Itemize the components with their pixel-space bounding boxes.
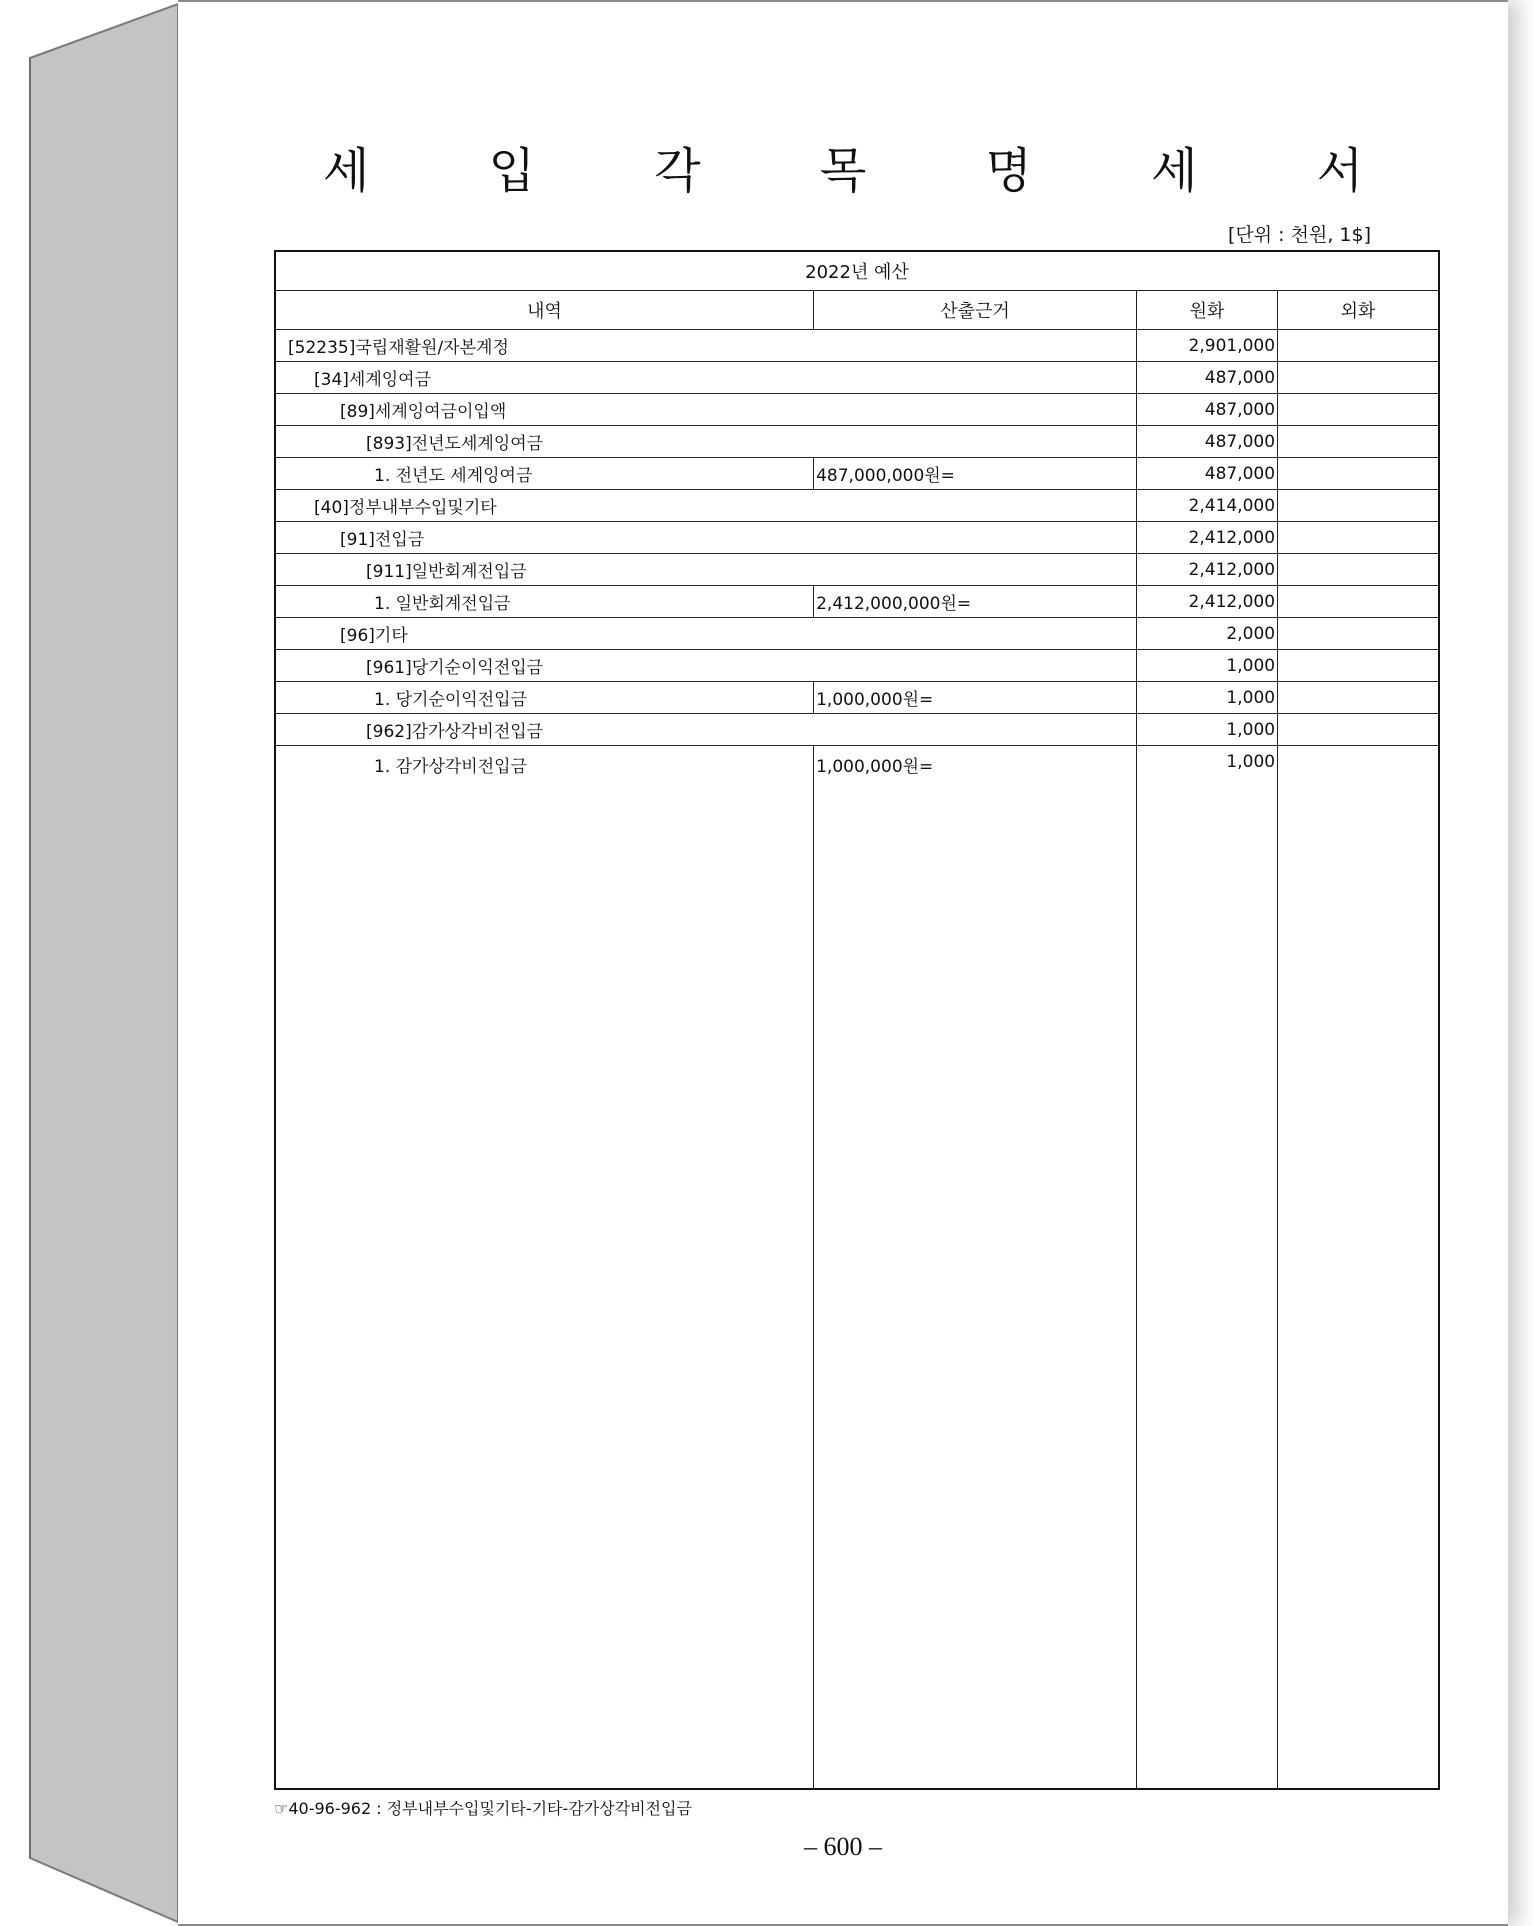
row-basis: 1,000,000원=	[814, 746, 1137, 1790]
row-item: 1. 전년도 세계잉여금	[275, 458, 814, 490]
row-item: [962]감가상각비전입금	[275, 714, 1136, 746]
table-row	[275, 586, 1439, 618]
table-row	[275, 618, 1439, 650]
column-header-item: 내역	[275, 291, 814, 330]
table-row	[275, 394, 1439, 426]
row-item: 1. 당기순이익전입금	[275, 682, 814, 714]
table-row	[275, 330, 1439, 362]
row-item: [40]정부내부수입및기타	[275, 490, 1136, 522]
row-fx	[1278, 394, 1439, 426]
table-row	[275, 554, 1439, 586]
row-basis: 1,000,000원=	[814, 682, 1137, 714]
row-item: [961]당기순이익전입금	[275, 650, 1136, 682]
column-header-fx: 외화	[1278, 291, 1439, 330]
row-krw: 2,414,000	[1136, 490, 1277, 522]
row-krw: 2,412,000	[1136, 522, 1277, 554]
column-header-basis: 산출근거	[814, 291, 1137, 330]
row-krw: 2,901,000	[1136, 330, 1277, 362]
row-item: 1. 일반회계전입금	[275, 586, 814, 618]
row-krw: 2,412,000	[1136, 554, 1277, 586]
table-row	[275, 490, 1439, 522]
row-fx	[1278, 746, 1439, 1790]
row-fx	[1278, 586, 1439, 618]
row-krw: 1,000	[1136, 714, 1277, 746]
document-page	[178, 0, 1508, 1926]
row-fx	[1278, 458, 1439, 490]
table-row	[275, 522, 1439, 554]
table-row	[275, 426, 1439, 458]
footnote: ☞40-96-962 : 정부내부수입및기타-기타-감가상각비전입금	[274, 1799, 692, 1818]
revenue-detail-table	[274, 250, 1440, 1790]
row-item: [52235]국립재활원/자본계정	[275, 330, 1136, 362]
row-basis: 487,000,000원=	[814, 458, 1137, 490]
row-krw: 2,412,000	[1136, 586, 1277, 618]
row-item: [89]세계잉여금이입액	[275, 394, 1136, 426]
row-krw: 487,000	[1136, 458, 1277, 490]
row-krw: 487,000	[1136, 426, 1277, 458]
table-row	[275, 650, 1439, 682]
row-krw: 1,000	[1136, 682, 1277, 714]
column-header-krw: 원화	[1136, 291, 1277, 330]
row-krw: 487,000	[1136, 362, 1277, 394]
row-fx	[1278, 362, 1439, 394]
row-fx	[1278, 426, 1439, 458]
table-row	[275, 682, 1439, 714]
row-item: [34]세계잉여금	[275, 362, 1136, 394]
row-krw: 487,000	[1136, 394, 1277, 426]
row-item: [893]전년도세계잉여금	[275, 426, 1136, 458]
row-fx	[1278, 618, 1439, 650]
unit-label: [단위 : 천원, 1$]	[1228, 224, 1371, 246]
row-fx	[1278, 554, 1439, 586]
row-fx	[1278, 650, 1439, 682]
row-item: [911]일반회계전입금	[275, 554, 1136, 586]
page-title: 세 입 각 목 명 세 서	[322, 143, 1416, 199]
table-row	[275, 714, 1439, 746]
table-row	[275, 362, 1439, 394]
row-fx	[1278, 522, 1439, 554]
page-number: – 600 –	[804, 1832, 882, 1861]
row-krw: 1,000	[1136, 650, 1277, 682]
row-item: [91]전입금	[275, 522, 1136, 554]
table-row	[275, 458, 1439, 490]
row-basis: 2,412,000,000원=	[814, 586, 1137, 618]
table-row	[275, 746, 1439, 1790]
row-fx	[1278, 682, 1439, 714]
row-fx	[1278, 490, 1439, 522]
row-krw: 2,000	[1136, 618, 1277, 650]
row-fx	[1278, 714, 1439, 746]
row-krw: 1,000	[1136, 746, 1277, 1790]
row-fx	[1278, 330, 1439, 362]
row-item: 1. 감가상각비전입금	[275, 746, 814, 1790]
row-item: [96]기타	[275, 618, 1136, 650]
book-spine-edge	[0, 0, 180, 1926]
year-header: 2022년 예산	[275, 251, 1439, 291]
